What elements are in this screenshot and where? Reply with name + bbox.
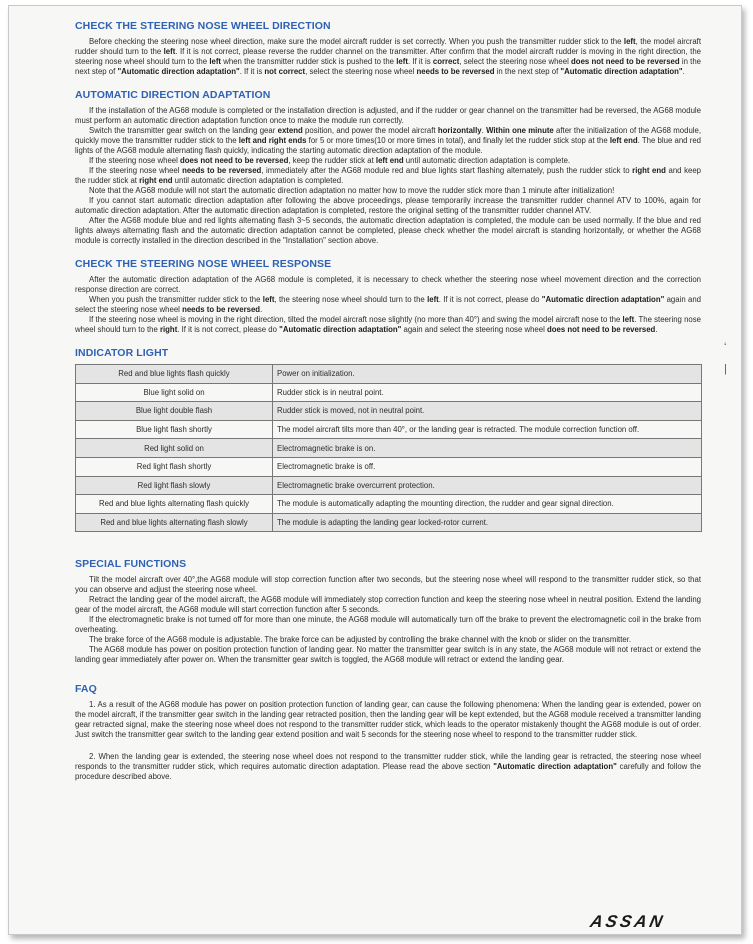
text-run: . The blue and red lights of the AG68 module alternating flash quickly, indicating the starting automatic direction adaptation of the module. [75, 136, 701, 155]
bold-text-run: right [159, 325, 178, 334]
table-row [76, 402, 702, 421]
section-special-functions [75, 558, 701, 665]
text-run: in the next step of [494, 67, 561, 76]
bold-text-run: needs to be reversed [182, 305, 261, 314]
indicator-meaning-cell: Electromagnetic brake is off. [273, 457, 702, 476]
section-title: SPECIAL FUNCTIONS [75, 558, 187, 571]
text-run: again and select the steering nose wheel [75, 295, 701, 314]
text-run: position, and power the model aircraft [302, 126, 438, 135]
text-run: . If it is not correct, please do [177, 325, 280, 334]
text-run: for 5 or more times(10 or more times in total), and finally let the rudder stick stop at the [306, 136, 610, 145]
text-run: , the steering nose wheel should turn to the [274, 295, 428, 304]
section-title: FAQ [75, 683, 97, 696]
bold-text-run: needs to be reversed [182, 166, 262, 175]
table-row [76, 383, 702, 402]
indicator-state-cell: Red light flash shortly [76, 457, 273, 476]
text-run: when the transmitter rudder stick is pushed to the [221, 57, 397, 66]
text-run: , the model aircraft rudder should turn to the [75, 37, 701, 56]
bold-text-run: left and right ends [238, 136, 307, 145]
bold-text-run: needs to be reversed [416, 67, 495, 76]
bold-text-run: Within one minute [486, 126, 554, 135]
text-run: If the electromagnetic brake is not turned off for more than one minute, the AG68 module will automatically turn off the brake to prevent the electromagnetic coil in the brake from overheating. [75, 615, 701, 635]
text-run: The brake force of the AG68 module is adjustable. The brake force can be adjusted by controlling the brake channel with the knob or slider on the transmitter. [89, 635, 632, 645]
brand-text: ASSAN [588, 911, 668, 931]
paragraph [75, 635, 701, 645]
text-run: 2. When the landing gear is extended, the steering nose wheel does not respond to the transmitter rudder stick, while the landing gear is retracted, the steering nose wheel responds to the transmitter rudder stick, which requires automatic direction adaptation. Please read the above section [75, 752, 701, 772]
margin-marks: ‘ | [724, 341, 727, 375]
paragraph [75, 615, 701, 635]
indicator-meaning-cell: Rudder stick is in neutral point. [273, 383, 702, 402]
text-run: again and select the steering nose wheel [401, 325, 547, 334]
paragraph [75, 275, 701, 295]
bold-text-run: left [396, 57, 408, 66]
indicator-state-cell: Red light flash slowly [76, 476, 273, 495]
bold-text-run: right end [632, 166, 666, 175]
section-body [75, 37, 701, 77]
table-row [76, 513, 702, 532]
paragraph [75, 37, 701, 77]
text-run: . [682, 67, 685, 76]
bold-text-run: "Automatic direction adaptation" [560, 67, 683, 76]
text-run: After the automatic direction adaptation of the AG68 module is completed, it is necessary to check whether the steering nose wheel movement direction and the correction response direction are correct. [75, 275, 701, 294]
paragraph [75, 595, 701, 615]
text-run: , select the steering nose wheel [305, 67, 417, 76]
text-run: . [481, 126, 487, 135]
manual-page [8, 5, 742, 935]
text-run: If the installation of the AG68 module is completed or the installation direction is adjusted, and if the rudder or gear channel on the transmitter had be reversed, the AG68 module must perform an automatic direction adaptation function once to make the module run correctly. [75, 106, 701, 125]
assan-logo [587, 910, 702, 932]
indicator-meaning-cell: The module is adapting the landing gear locked-rotor current. [273, 513, 702, 532]
text-run: , keep the rudder stick at [288, 156, 376, 165]
bold-text-run: horizontally [437, 126, 482, 135]
section-indicator-light [75, 347, 701, 532]
faq-list [75, 700, 701, 782]
bold-text-run: "Automatic direction adaptation" [493, 762, 617, 772]
text-run: If the steering nose wheel is moving in the right direction, tilted the model aircraft nose slightly (no more than 40°) and swing the model aircraft nose to the [89, 315, 623, 324]
text-run: until automatic direction adaptation is complete. [403, 156, 571, 165]
text-run: after the initialization of the AG68 module, quickly move the transmitter rudder stick to the [75, 126, 702, 145]
table-row [76, 420, 702, 439]
bold-text-run: does not need to be reversed [180, 156, 289, 165]
section-body [75, 575, 701, 665]
table-row [76, 476, 702, 495]
text-run: . [260, 305, 263, 314]
text-run: Switch the transmitter gear switch on the landing gear [89, 126, 278, 135]
indicator-meaning-cell: Electromagnetic brake is on. [273, 439, 702, 458]
section-nose-wheel-direction [75, 20, 701, 77]
text-run: carefully and follow the procedure described above. [75, 762, 701, 782]
indicator-state-cell: Red and blue lights alternating flash slowly [76, 513, 273, 532]
text-run: . The steering nose wheel should turn to the [75, 315, 701, 334]
text-run: The AG68 module has power on position protection function of landing gear. No matter the transmitter gear switch is in any state, the AG68 module will not retract or extend the landing gear immediately after power on. When the transmitter gear switch is toggled, the AG68 module will retract or extend the landing gear. [75, 645, 701, 665]
paragraph [75, 196, 701, 216]
bold-text-run: left end [375, 156, 404, 165]
section-title: INDICATOR LIGHT [75, 347, 169, 359]
text-run: After the AG68 module blue and red lights alternating flash 3~5 seconds, the automatic direction adaptation is completed, the module can be used normally. If the blue and red lights always alternating flash and the automatic direction adaptation cannot be completed, please check whether the model aircraft is standing horizontally, or whether the AG68 module is correctly installed in the direction described in the "Installation" section above. [75, 216, 701, 245]
bold-text-run: left [622, 315, 635, 324]
paragraph [75, 315, 701, 335]
section-title: CHECK THE STEERING NOSE WHEEL DIRECTION [75, 20, 331, 32]
section-body [75, 106, 701, 246]
bold-text-run: "Automatic direction adaptation" [541, 295, 665, 304]
indicator-meaning-cell: Rudder stick is moved, not in neutral point. [273, 402, 702, 421]
table-row [76, 495, 702, 514]
text-run: Retract the landing gear of the model aircraft, the AG68 module will immediately stop correction function and keep the steering nose wheel in neutral position. Extend the landing gear of the model aircraft, the AG68 module will start correction function after 5 seconds. [75, 595, 701, 615]
table-row [76, 365, 702, 384]
paragraph [75, 156, 701, 166]
section-automatic-direction-adaptation [75, 89, 701, 246]
indicator-table [75, 364, 702, 532]
text-run: , select the steering nose wheel [459, 57, 572, 66]
paragraph [75, 106, 701, 126]
paragraph [75, 295, 701, 315]
bold-text-run: does not need to be reversed [546, 325, 656, 334]
bold-text-run: "Automatic direction adaptation" [117, 67, 240, 76]
section-faq [75, 683, 701, 782]
text-run: If the steering nose wheel [89, 166, 183, 175]
faq-item [75, 700, 701, 740]
indicator-state-cell: Red and blue lights alternating flash quickly [76, 495, 273, 514]
text-run: . If it is not correct, please do [438, 295, 542, 304]
bold-text-run: extend [277, 126, 303, 135]
bold-text-run: left [623, 37, 636, 46]
bold-text-run: left end [609, 136, 638, 145]
bold-text-run: right end [139, 176, 173, 185]
text-run: . If it is [407, 57, 433, 66]
indicator-state-cell: Red light solid on [76, 439, 273, 458]
paragraph [75, 166, 701, 186]
indicator-meaning-cell: The model aircraft tilts more than 40°, or the landing gear is retracted. The module correction function off. [273, 420, 702, 439]
bold-text-run: correct [432, 57, 460, 66]
indicator-state-cell: Blue light solid on [76, 383, 273, 402]
section-nose-wheel-response [75, 258, 701, 335]
bold-text-run: does not need to be reversed [571, 57, 680, 66]
text-run: . If it is not correct, please reverse the rudder channel on the transmitter. After confirm that the model aircraft rudder is moving in the right direction, the steering nose wheel should turn to the [75, 47, 701, 66]
indicator-state-cell: Blue light double flash [76, 402, 273, 421]
text-run: , immediately after the AG68 module red and blue lights start flashing alternately, push the rudder stick to [261, 166, 633, 175]
text-run: in the next step of [75, 57, 702, 76]
paragraph [75, 575, 701, 595]
text-run: until automatic direction adaptation is completed. [172, 176, 344, 185]
indicator-meaning-cell: Power on initialization. [273, 365, 702, 384]
indicator-state-cell: Blue light flash shortly [76, 420, 273, 439]
text-run: Tilt the model aircraft over 40°,the AG68 module will stop correction function after two seconds, but the steering nose wheel will respond to the transmitter rudder stick, so that you can observe and adjust the steering nose wheel. [75, 575, 701, 595]
text-run: Before checking the steering nose wheel direction, make sure the model aircraft rudder is set correctly. When you push the transmitter rudder stick to the [89, 37, 624, 46]
table-row [76, 457, 702, 476]
paragraph [75, 126, 701, 156]
table-row [76, 439, 702, 458]
section-body [75, 275, 701, 335]
bold-text-run: "Automatic direction adaptation" [279, 325, 402, 334]
faq-item [75, 752, 701, 782]
text-run: and keep the rudder stick at [75, 166, 701, 185]
text-run: . [655, 325, 658, 334]
text-run: Note that the AG68 module will not start the automatic direction adaptation no matter how to move the rudder stick more than 1 minute after initialization! [89, 186, 615, 195]
paragraph [75, 186, 701, 196]
page-content [75, 14, 701, 782]
section-title: CHECK THE STEERING NOSE WHEEL RESPONSE [75, 258, 332, 270]
paragraph [75, 645, 701, 665]
text-run: If the steering nose wheel [89, 156, 181, 165]
section-title: AUTOMATIC DIRECTION ADAPTATION [75, 89, 271, 101]
bold-text-run: not correct [264, 67, 306, 76]
text-run: If you cannot start automatic direction adaptation after following the above proceedings, please temporarily increase the transmitter rudder channel ATV to 100%, again for automatic direction adaptation. After the automatic direction adaptation is completed, restore the original setting of the transmitter rudder channel ATV. [75, 196, 701, 215]
indicator-meaning-cell: The module is automatically adapting the mounting direction, the rudder and gear signal direction. [273, 495, 702, 514]
bold-text-run: left [209, 57, 222, 66]
text-run: 1. As a result of the AG68 module has power on position protection function of landing gear, can cause the following phenomena: When the landing gear is extended, power on the model aircraft, if the transmitter gear switch in the landing gear retracted position, then the landing gear will be kept extended, but the AG68 module received a transmitter landing gear retracted signal, make the steering nose wheel does not respond to the transmitter rudder stick, which leads to the operator mistakenly thought the AG68 module is out of order. Just switch the transmitter gear switch to the landing gear extend position and wait 5 seconds for the steering nose wheel to respond to the transmitter rudder stick. [75, 700, 701, 740]
bold-text-run: left [262, 295, 275, 304]
indicator-meaning-cell: Electromagnetic brake overcurrent protection. [273, 476, 702, 495]
bold-text-run: left [427, 295, 439, 304]
text-run: . If it is [239, 67, 265, 76]
text-run: When you push the transmitter rudder stick to the [89, 295, 263, 304]
bold-text-run: left [163, 47, 176, 56]
indicator-state-cell: Red and blue lights flash quickly [76, 365, 273, 384]
paragraph [75, 216, 701, 246]
